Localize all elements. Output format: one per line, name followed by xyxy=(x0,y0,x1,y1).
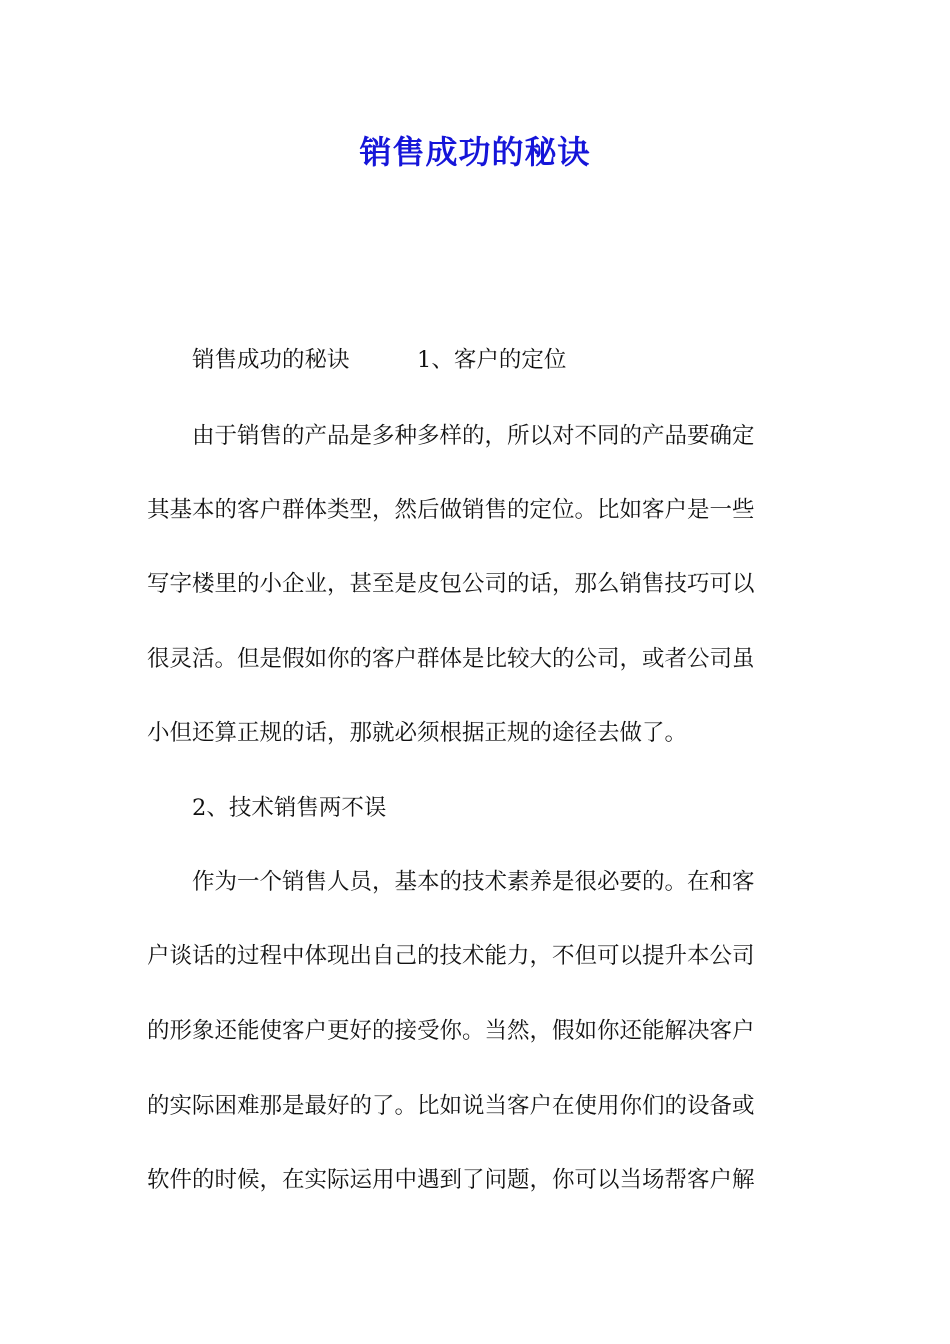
paragraph-line: 小但还算正规的话，那就必须根据正规的途径去做了。 xyxy=(147,720,688,746)
paragraph-line: 作为一个销售人员，基本的技术素养是很必要的。在和客 xyxy=(192,869,755,895)
document-title: 销售成功的秘诀 xyxy=(359,133,591,171)
section-heading-2: 2、技术销售两不误 xyxy=(192,795,387,821)
paragraph-line: 软件的时候，在实际运用中遇到了问题，你可以当场帮客户解 xyxy=(147,1167,755,1193)
paragraph-line: 由于销售的产品是多种多样的，所以对不同的产品要确定 xyxy=(192,423,755,449)
paragraph-line: 很灵活。但是假如你的客户群体是比较大的公司，或者公司虽 xyxy=(147,646,755,672)
paragraph-line: 户谈话的过程中体现出自己的技术能力，不但可以提升本公司 xyxy=(147,943,755,969)
paragraph-line: 写字楼里的小企业，甚至是皮包公司的话，那么销售技巧可以 xyxy=(147,571,755,597)
section-heading-1: 销售成功的秘诀 1、客户的定位 xyxy=(192,347,567,373)
paragraph-line: 的形象还能使客户更好的接受你。当然，假如你还能解决客户 xyxy=(147,1018,755,1044)
paragraph-line: 其基本的客户群体类型，然后做销售的定位。比如客户是一些 xyxy=(147,497,755,523)
paragraph-line: 的实际困难那是最好的了。比如说当客户在使用你们的设备或 xyxy=(147,1093,755,1119)
